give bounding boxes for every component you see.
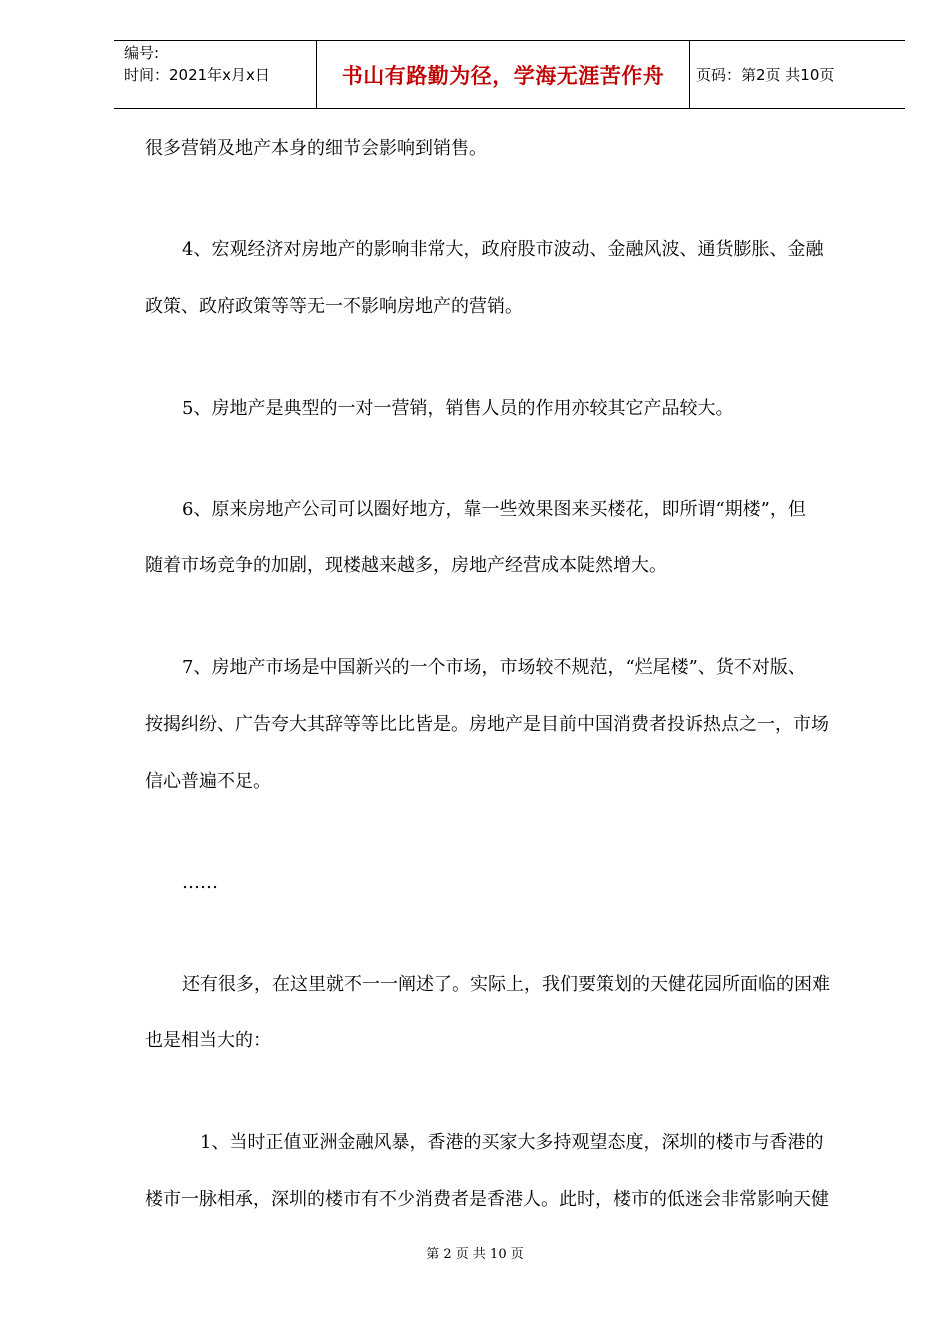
body-line: 很多营销及地产本身的细节会影响到销售。 bbox=[145, 138, 487, 159]
body-line: 楼市一脉相承，深圳的楼市有不少消费者是香港人。此时，楼市的低迷会非常影响天健 bbox=[145, 1189, 829, 1210]
body-line: 按揭纠纷、广告夸大其辞等等比比皆是。房地产是目前中国消费者投诉热点之一，市场 bbox=[145, 714, 829, 735]
body-line: 也是相当大的： bbox=[145, 1030, 271, 1051]
body-line: 还有很多，在这里就不一一阐述了。实际上，我们要策划的天健花园所面临的困难 bbox=[182, 974, 830, 995]
body-line: 随着市场竞争的加剧，现楼越来越多，房地产经营成本陡然增大。 bbox=[145, 555, 667, 576]
header-page-info-cell bbox=[690, 41, 905, 108]
body-line: 信心普遍不足。 bbox=[145, 771, 271, 792]
page-footer: 第 2 页 共 10 页 bbox=[426, 1247, 524, 1262]
document-time-label: 时间：2021年x月x日 bbox=[124, 66, 270, 84]
body-line: 1、当时正值亚洲金融风暴，香港的买家大多持观望态度，深圳的楼市与香港的 bbox=[200, 1132, 824, 1153]
body-line: 4、宏观经济对房地产的影响非常大，政府股市波动、金融风波、通货膨胀、金融 bbox=[182, 239, 824, 260]
header-motto: 书山有路勤为径，学海无涯苦作舟 bbox=[341, 63, 665, 88]
header-meta bbox=[114, 41, 316, 108]
header-motto-cell bbox=[316, 41, 690, 108]
page-header bbox=[114, 40, 905, 109]
body-line: 政策、政府政策等等无一不影响房地产的营销。 bbox=[145, 296, 523, 317]
document-number-label: 编号: bbox=[124, 44, 160, 62]
header-page-info: 页码：第2页 共10页 bbox=[696, 66, 835, 84]
body-line: 7、房地产市场是中国新兴的一个市场，市场较不规范，“烂尾楼”、货不对版、 bbox=[182, 657, 806, 678]
body-line: 6、原来房地产公司可以圈好地方，靠一些效果图来买楼花，即所谓“期楼”，但 bbox=[182, 499, 806, 520]
body-line: 5、房地产是典型的一对一营销，销售人员的作用亦较其它产品较大。 bbox=[182, 398, 734, 419]
body-line: …… bbox=[182, 872, 218, 893]
